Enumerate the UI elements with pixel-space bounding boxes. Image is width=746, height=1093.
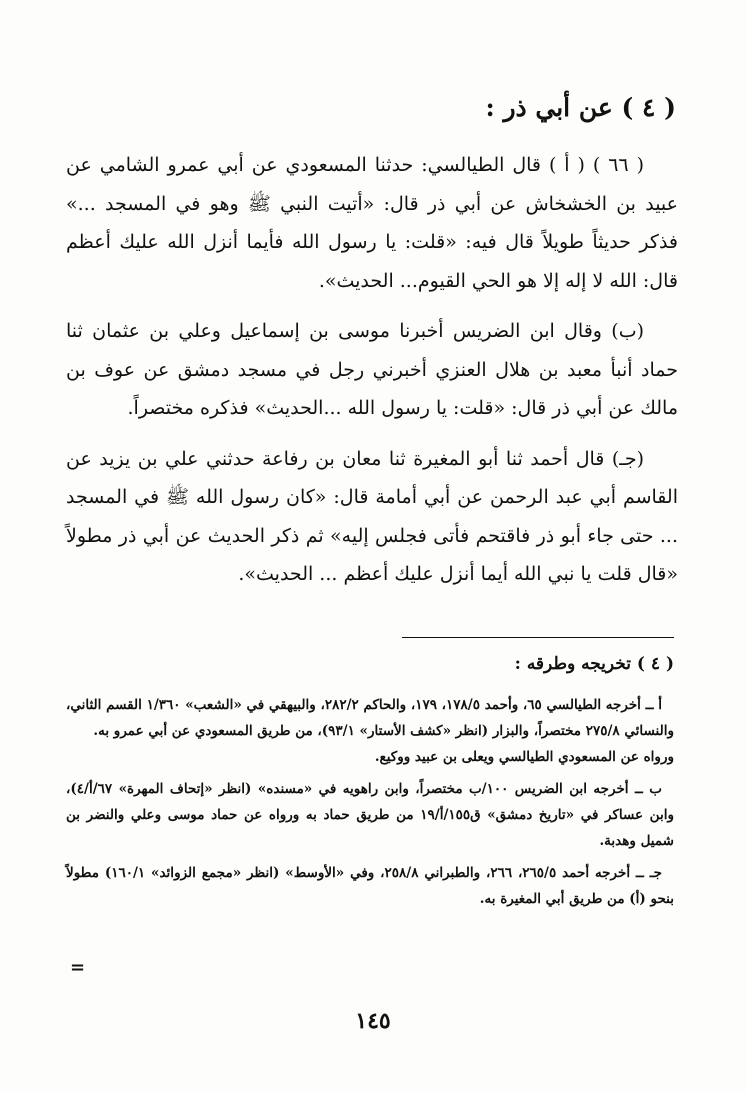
note-a-continuation: ورواه عن المسعودي الطيالسي ويعلى بن عبيد ووكيع. (374, 749, 674, 765)
main-text (66, 146, 678, 594)
takhrij-notes (66, 692, 674, 912)
note-a: أ ــ أخرجه الطيالسي ٦٥، وأحمد ١٧٨/٥، ١٧٩، والحاكم ٢٨٢/٢، والبيهقي في «الشعب» ١/٣٦٠ القسم الثاني، والنسائي ٢٧٥/٨ مختصراً، والبزار (انظر «كشف الأستار» ٩٣/١)، من طريق المسعودي عن أبي عمرو به. (66, 697, 674, 739)
takhrij-heading: ( ٤ ) تخريجه وطرقه : (514, 654, 674, 674)
continuation-mark: = (70, 957, 86, 978)
footnote-divider (402, 637, 674, 638)
paragraph-jeem: (جـ) قال أحمد ثنا أبو المغيرة ثنا معان بن رفاعة حدثني علي بن يزيد عن القاسم أبي عبد الرحمن عن أبي أمامة قال: «كان رسول الله ﷺ في المسجد ... حتى جاء أبو ذر فاقتحم فأتى فجلس إليه» ثم ذكر الحديث عن أبي ذر مطولاً «قال قلت يا نبي الله أيما أنزل عليك أعظم ... الحديث». (66, 447, 678, 585)
note-b: ب ــ أخرجه ابن الضريس ١٠٠/ب مختصراً، وابن راهويه في «مسنده» (انظر «إتحاف المهرة» ٦٧/أ/٤)، وابن عساكر في «تاريخ دمشق» ق١٥٥/أ/١٩ من طريق حماد به ورواه عن حماد موسى وعلي والنضر بن شميل وهدبة. (66, 781, 674, 849)
paragraph-b: (ب) وقال ابن الضريس أخبرنا موسى بن إسماعيل وعلي بن عثمان ثنا حماد أنبأ معبد بن هلال العنزي أخبرني رجل في مسجد دمشق عن عوف بن مالك عن أبي ذر قال: «قلت: يا رسول الله ...الحديث» فذكره مختصراً. (66, 320, 678, 419)
section-heading: ( ٤ ) عن أبي ذر : (485, 93, 676, 122)
page-number: ١٤٥ (355, 1008, 391, 1034)
paragraph-a: ( ٦٦ ) ( أ ) قال الطيالسي: حدثنا المسعودي عن أبي عمرو الشامي عن عبيد بن الخشخاش عن أبي ذر قال: «أتيت النبي ﷺ وهو في المسجد ...» فذكر حديثاً طويلاً قال فيه: «قلت: يا رسول الله فأيما أنزل الله عليك أعظم قال: الله لا إله إلا هو الحي القيوم... الحديث». (66, 154, 678, 292)
note-jeem: جـ ــ أخرجه أحمد ٢٦٥/٥، ٢٦٦، والطبراني ٢٥٨/٨، وفي «الأوسط» (انظر «مجمع الزوائد» ١٦٠/١) مطولاً بنحو (أ) من طريق أبي المغيرة به. (66, 865, 674, 907)
